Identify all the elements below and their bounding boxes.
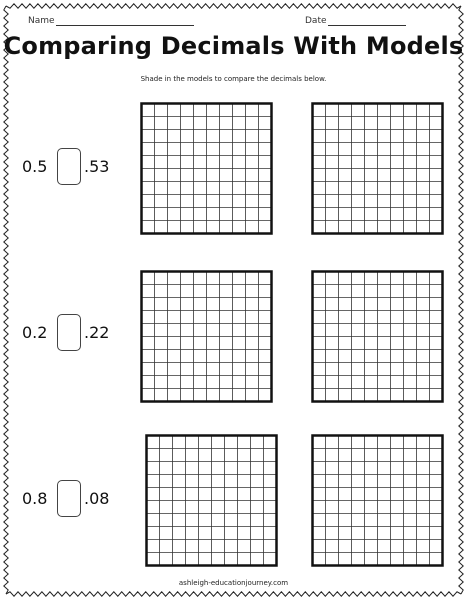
grid-svg: [140, 102, 273, 235]
name-line[interactable]: [56, 16, 194, 26]
right-decimal: .53: [84, 157, 110, 176]
name-field[interactable]: [28, 16, 194, 26]
left-decimal: 0.2: [22, 323, 48, 342]
comparison-box[interactable]: [57, 480, 81, 517]
date-line[interactable]: [328, 16, 406, 26]
hundred-grid-1a[interactable]: [140, 102, 273, 235]
date-field[interactable]: [305, 16, 406, 26]
right-decimal: .22: [84, 323, 110, 342]
date-label: Date: [305, 16, 327, 26]
footer-url: ashleigh-educationjourney.com: [178, 579, 289, 587]
problem-3: [22, 480, 122, 520]
grid-svg: [311, 270, 444, 403]
name-label: Name: [28, 16, 55, 26]
hundred-grid-3a[interactable]: [145, 434, 278, 567]
grid-svg: [145, 434, 278, 567]
hundred-grid-2a[interactable]: [140, 270, 273, 403]
grid-svg: [311, 434, 444, 567]
problem-1: [22, 148, 122, 188]
right-decimal: .08: [84, 489, 110, 508]
problem-2: [22, 314, 122, 354]
grid-svg: [311, 102, 444, 235]
grid-svg: [140, 270, 273, 403]
comparison-box[interactable]: [57, 148, 81, 185]
left-decimal: 0.8: [22, 489, 48, 508]
comparison-box[interactable]: [57, 314, 81, 351]
left-decimal: 0.5: [22, 157, 48, 176]
hundred-grid-2b[interactable]: [311, 270, 444, 403]
hundred-grid-3b[interactable]: [311, 434, 444, 567]
instructions: Shade in the models to compare the decimals below.: [140, 75, 327, 83]
page-title: Comparing Decimals With Models: [3, 32, 464, 60]
hundred-grid-1b[interactable]: [311, 102, 444, 235]
